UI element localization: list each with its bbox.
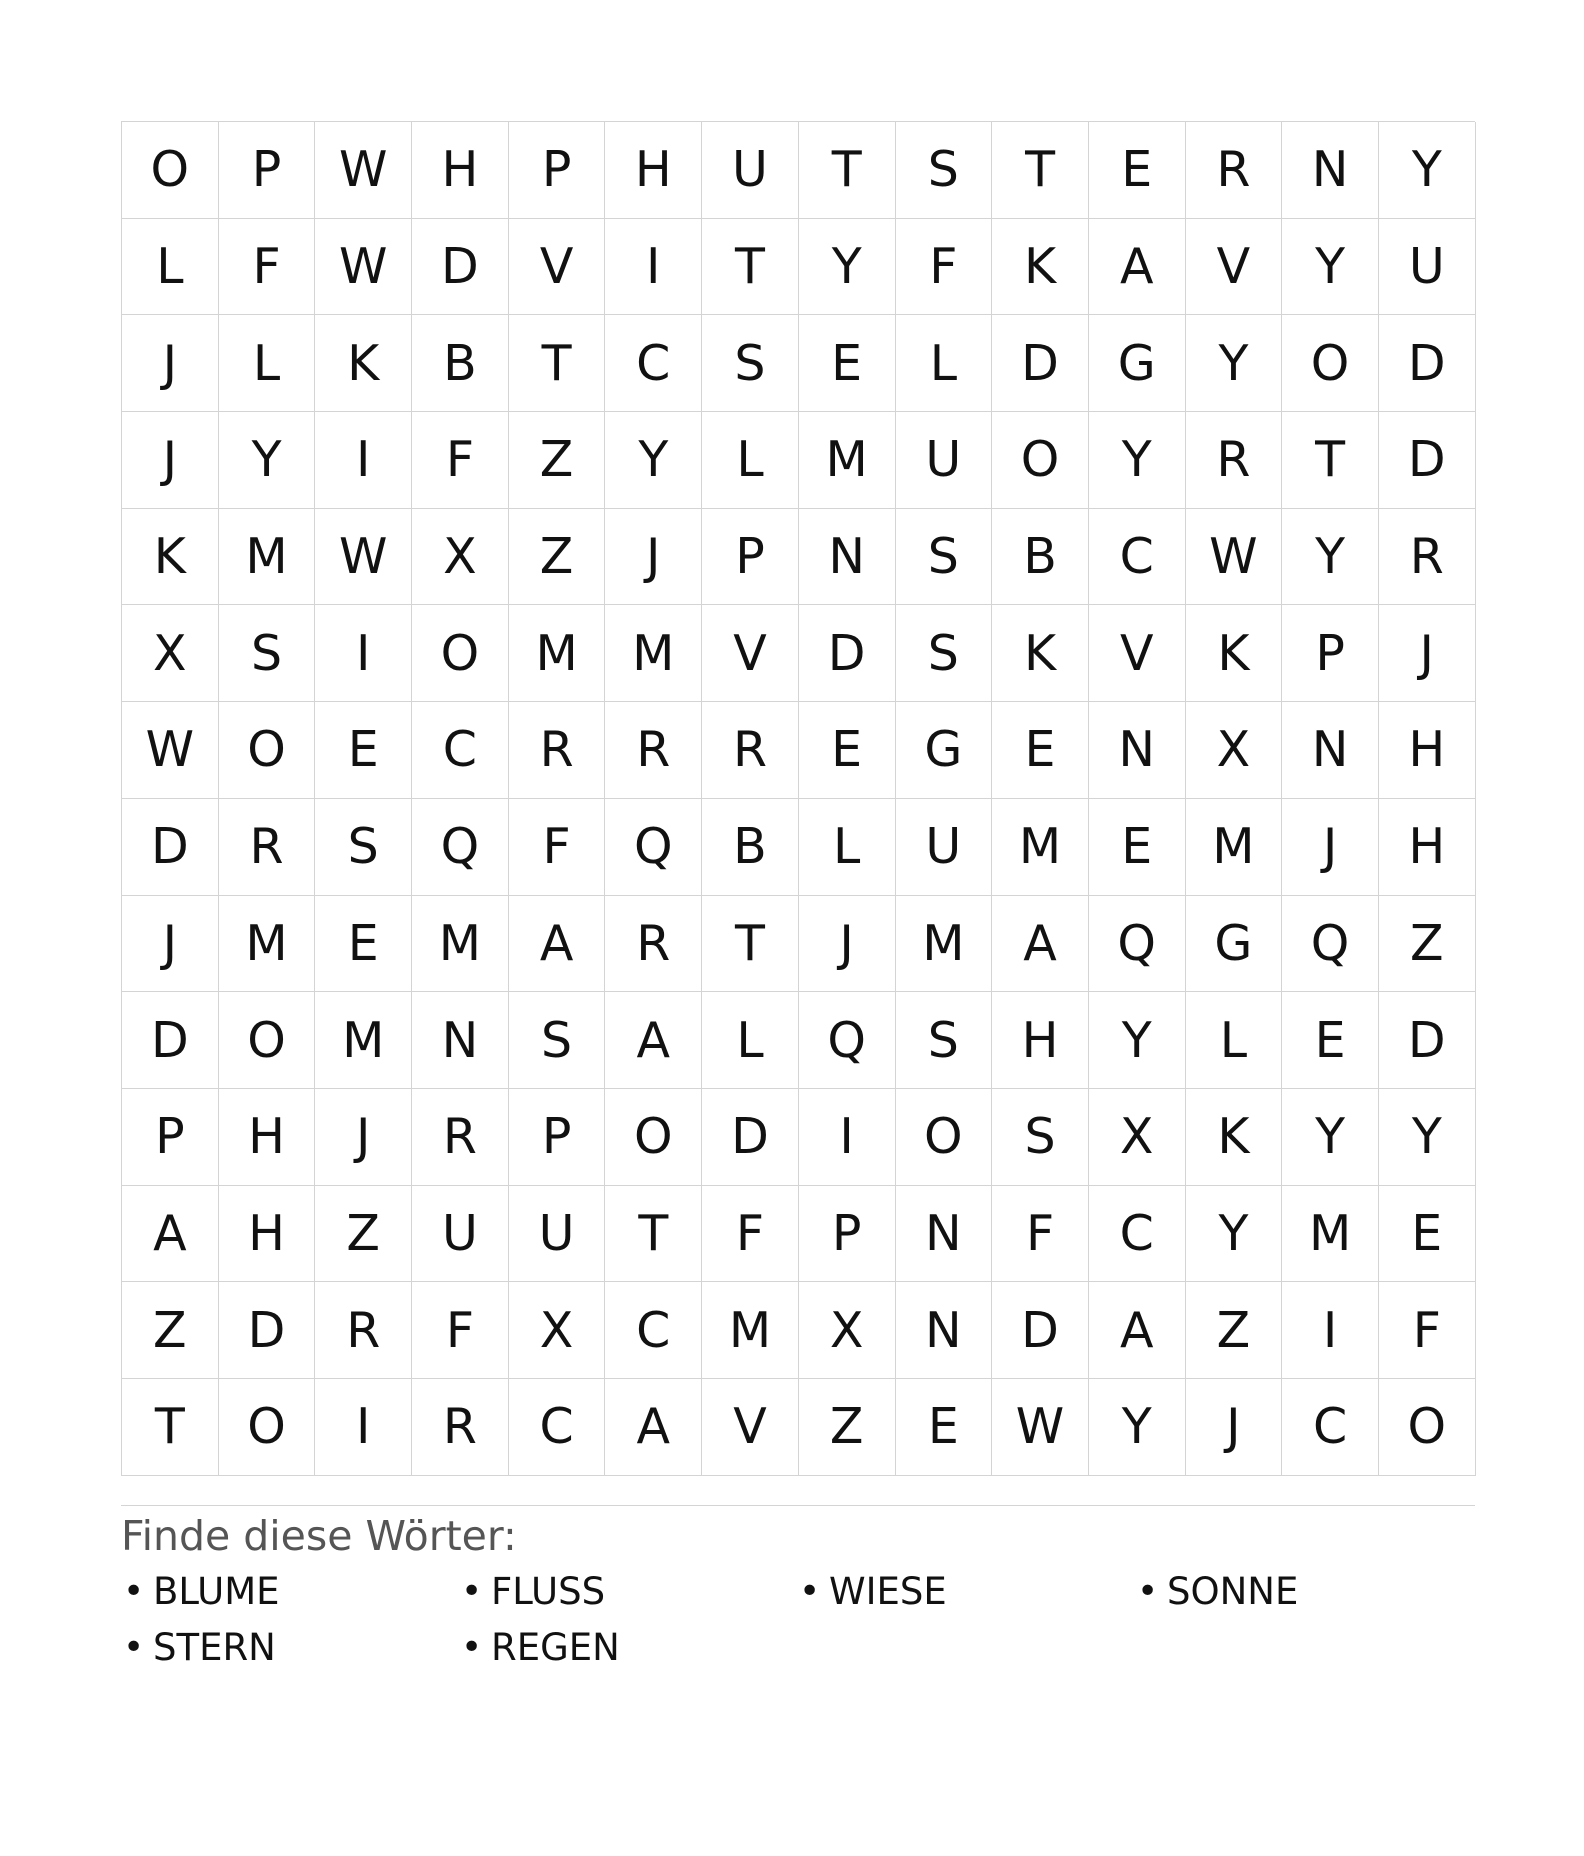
grid-cell[interactable]: M <box>992 799 1089 896</box>
grid-cell[interactable]: E <box>799 702 896 799</box>
grid-cell[interactable]: S <box>315 799 412 896</box>
grid-cell[interactable]: M <box>605 605 702 702</box>
grid-cell[interactable]: G <box>1089 315 1186 412</box>
grid-cell[interactable]: T <box>799 122 896 219</box>
grid-cell[interactable]: P <box>509 1089 606 1186</box>
grid-cell[interactable]: S <box>509 992 606 1089</box>
grid-cell[interactable]: R <box>219 799 316 896</box>
grid-cell[interactable]: E <box>315 896 412 993</box>
grid-cell[interactable]: M <box>509 605 606 702</box>
grid-cell[interactable]: K <box>992 219 1089 316</box>
grid-cell[interactable]: D <box>992 1282 1089 1379</box>
grid-cell[interactable]: W <box>992 1379 1089 1476</box>
grid-cell[interactable]: F <box>219 219 316 316</box>
grid-cell[interactable]: K <box>1186 1089 1283 1186</box>
grid-cell[interactable]: M <box>315 992 412 1089</box>
bullet-icon: • <box>461 1570 483 1612</box>
divider <box>121 1505 1475 1506</box>
grid-cell[interactable]: L <box>219 315 316 412</box>
grid-cell[interactable]: F <box>412 412 509 509</box>
grid-cell[interactable]: X <box>1186 702 1283 799</box>
grid-cell[interactable]: S <box>896 605 993 702</box>
grid-cell[interactable]: Z <box>315 1186 412 1283</box>
grid-cell[interactable]: V <box>1186 219 1283 316</box>
word-item <box>1135 1569 1473 1615</box>
grid-cell[interactable]: Y <box>605 412 702 509</box>
word-label: REGEN <box>491 1625 620 1669</box>
grid-cell[interactable]: N <box>896 1282 993 1379</box>
grid-cell[interactable]: J <box>122 896 219 993</box>
grid-cell[interactable]: D <box>219 1282 316 1379</box>
grid-cell[interactable]: T <box>605 1186 702 1283</box>
grid-cell[interactable]: Q <box>1282 896 1379 993</box>
grid-cell[interactable]: Y <box>1379 122 1476 219</box>
grid-cell[interactable]: A <box>509 896 606 993</box>
grid-cell[interactable]: N <box>412 992 509 1089</box>
word-search-puzzle <box>121 121 1475 1671</box>
grid-cell[interactable]: A <box>1089 1282 1186 1379</box>
grid-cell[interactable]: M <box>896 896 993 993</box>
grid-cell[interactable]: D <box>702 1089 799 1186</box>
grid-cell[interactable]: L <box>799 799 896 896</box>
grid-cell[interactable]: R <box>605 702 702 799</box>
grid-cell[interactable]: W <box>315 509 412 606</box>
bullet-icon: • <box>461 1626 483 1668</box>
grid-cell[interactable]: J <box>122 315 219 412</box>
grid-cell[interactable]: A <box>605 1379 702 1476</box>
grid-cell[interactable]: Q <box>605 799 702 896</box>
grid-cell[interactable]: A <box>992 896 1089 993</box>
grid-cell[interactable]: Q <box>799 992 896 1089</box>
grid-cell[interactable]: O <box>412 605 509 702</box>
grid-cell[interactable]: P <box>1282 605 1379 702</box>
grid-cell[interactable]: C <box>509 1379 606 1476</box>
grid-cell[interactable]: L <box>702 992 799 1089</box>
grid-cell[interactable]: Y <box>1186 315 1283 412</box>
grid-cell[interactable]: G <box>1186 896 1283 993</box>
grid-cell[interactable]: Z <box>1379 896 1476 993</box>
grid-cell[interactable]: V <box>702 605 799 702</box>
grid-cell[interactable]: T <box>1282 412 1379 509</box>
grid-cell[interactable]: G <box>896 702 993 799</box>
grid-cell[interactable]: H <box>1379 702 1476 799</box>
bullet-icon: • <box>1137 1570 1159 1612</box>
grid-cell[interactable]: R <box>509 702 606 799</box>
grid-cell[interactable]: Y <box>1186 1186 1283 1283</box>
grid-cell[interactable]: S <box>896 992 993 1089</box>
grid-cell[interactable]: Z <box>799 1379 896 1476</box>
grid-cell[interactable]: R <box>1379 509 1476 606</box>
grid-cell[interactable]: J <box>122 412 219 509</box>
word-label: STERN <box>153 1625 276 1669</box>
grid-cell[interactable]: Y <box>1089 1379 1186 1476</box>
grid-cell[interactable]: J <box>1186 1379 1283 1476</box>
grid-cell[interactable]: N <box>896 1186 993 1283</box>
grid-cell[interactable]: E <box>992 702 1089 799</box>
word-item <box>459 1625 797 1671</box>
grid-cell[interactable]: I <box>605 219 702 316</box>
grid-cell[interactable]: W <box>122 702 219 799</box>
grid-cell[interactable]: X <box>509 1282 606 1379</box>
grid-cell[interactable]: C <box>605 1282 702 1379</box>
grid-cell[interactable]: O <box>605 1089 702 1186</box>
grid-cell[interactable]: Q <box>412 799 509 896</box>
grid-cell[interactable]: D <box>1379 992 1476 1089</box>
grid-cell[interactable]: M <box>219 896 316 993</box>
grid-cell[interactable]: F <box>896 219 993 316</box>
grid-cell[interactable]: T <box>509 315 606 412</box>
grid-cell[interactable]: B <box>412 315 509 412</box>
grid-cell[interactable]: X <box>799 1282 896 1379</box>
grid-cell[interactable]: S <box>896 122 993 219</box>
grid-cell[interactable]: O <box>219 702 316 799</box>
grid-cell[interactable]: L <box>1186 992 1283 1089</box>
grid-cell[interactable]: H <box>219 1089 316 1186</box>
grid-cell[interactable]: O <box>219 1379 316 1476</box>
grid-cell[interactable]: V <box>509 219 606 316</box>
grid-cell[interactable]: P <box>219 122 316 219</box>
grid-cell[interactable]: S <box>219 605 316 702</box>
grid-cell[interactable]: H <box>219 1186 316 1283</box>
grid-cell[interactable]: Y <box>1282 219 1379 316</box>
grid-cell[interactable]: S <box>896 509 993 606</box>
grid-cell[interactable]: E <box>1089 122 1186 219</box>
grid-cell[interactable]: P <box>702 509 799 606</box>
grid-cell[interactable]: M <box>219 509 316 606</box>
bullet-icon: • <box>799 1570 821 1612</box>
bullet-icon: • <box>123 1626 145 1668</box>
grid-cell[interactable]: E <box>1379 1186 1476 1283</box>
grid-cell[interactable]: C <box>1089 1186 1186 1283</box>
grid-cell[interactable]: R <box>605 896 702 993</box>
grid-cell[interactable]: X <box>412 509 509 606</box>
grid-cell[interactable]: M <box>702 1282 799 1379</box>
grid-cell[interactable]: V <box>702 1379 799 1476</box>
grid-cell[interactable]: I <box>1282 1282 1379 1379</box>
grid-cell[interactable]: J <box>799 896 896 993</box>
grid-cell[interactable]: D <box>799 605 896 702</box>
grid-cell[interactable]: O <box>1379 1379 1476 1476</box>
grid-cell[interactable]: R <box>412 1379 509 1476</box>
grid-cell[interactable]: F <box>412 1282 509 1379</box>
grid-cell[interactable]: U <box>896 412 993 509</box>
word-list <box>121 1569 1475 1671</box>
letter-grid <box>121 121 1475 1476</box>
grid-cell[interactable]: W <box>1186 509 1283 606</box>
grid-cell[interactable]: D <box>122 992 219 1089</box>
word-label: SONNE <box>1167 1569 1299 1613</box>
grid-cell[interactable]: P <box>799 1186 896 1283</box>
grid-cell[interactable]: M <box>799 412 896 509</box>
grid-cell[interactable]: X <box>1089 1089 1186 1186</box>
grid-cell[interactable]: R <box>702 702 799 799</box>
grid-cell[interactable]: U <box>1379 219 1476 316</box>
grid-cell[interactable]: K <box>992 605 1089 702</box>
grid-cell[interactable]: W <box>315 219 412 316</box>
word-list-title: Finde diese Wörter: <box>121 1511 517 1560</box>
grid-cell[interactable]: C <box>605 315 702 412</box>
grid-cell[interactable]: U <box>702 122 799 219</box>
word-label: FLUSS <box>491 1569 606 1613</box>
grid-cell[interactable]: Z <box>122 1282 219 1379</box>
grid-cell[interactable]: H <box>992 992 1089 1089</box>
grid-cell[interactable]: D <box>1379 412 1476 509</box>
grid-cell[interactable]: F <box>509 799 606 896</box>
word-item <box>121 1569 459 1615</box>
grid-cell[interactable]: O <box>1282 315 1379 412</box>
grid-cell[interactable]: R <box>1186 122 1283 219</box>
grid-cell[interactable]: T <box>702 219 799 316</box>
grid-cell[interactable]: K <box>1186 605 1283 702</box>
bullet-icon: • <box>123 1570 145 1612</box>
grid-cell[interactable]: Y <box>219 412 316 509</box>
grid-cell[interactable]: I <box>315 412 412 509</box>
grid-cell[interactable]: Z <box>1186 1282 1283 1379</box>
grid-cell[interactable]: D <box>992 315 1089 412</box>
grid-cell[interactable]: J <box>1379 605 1476 702</box>
word-item <box>459 1569 797 1615</box>
grid-cell[interactable]: K <box>315 315 412 412</box>
grid-cell[interactable]: X <box>122 605 219 702</box>
grid-cell[interactable]: O <box>992 412 1089 509</box>
grid-cell[interactable]: T <box>122 1379 219 1476</box>
grid-cell[interactable]: Y <box>1089 992 1186 1089</box>
grid-cell[interactable]: H <box>1379 799 1476 896</box>
grid-cell[interactable]: A <box>1089 219 1186 316</box>
grid-cell[interactable]: K <box>122 509 219 606</box>
word-item <box>121 1625 459 1671</box>
grid-cell[interactable]: C <box>412 702 509 799</box>
grid-cell[interactable]: D <box>412 219 509 316</box>
grid-cell[interactable]: O <box>122 122 219 219</box>
grid-cell[interactable]: V <box>1089 605 1186 702</box>
grid-cell[interactable]: B <box>702 799 799 896</box>
grid-cell[interactable]: J <box>1282 799 1379 896</box>
grid-cell[interactable]: Y <box>1089 412 1186 509</box>
grid-cell[interactable]: E <box>1089 799 1186 896</box>
grid-cell[interactable]: Z <box>509 412 606 509</box>
grid-cell[interactable]: I <box>315 1379 412 1476</box>
grid-cell[interactable]: Z <box>509 509 606 606</box>
grid-cell[interactable]: D <box>1379 315 1476 412</box>
grid-cell[interactable]: E <box>799 315 896 412</box>
grid-cell[interactable]: L <box>896 315 993 412</box>
grid-cell[interactable]: S <box>992 1089 1089 1186</box>
grid-cell[interactable]: W <box>315 122 412 219</box>
grid-cell[interactable]: U <box>412 1186 509 1283</box>
grid-cell[interactable]: E <box>315 702 412 799</box>
grid-cell[interactable]: F <box>702 1186 799 1283</box>
grid-cell[interactable]: C <box>1282 1379 1379 1476</box>
grid-cell[interactable]: E <box>1282 992 1379 1089</box>
grid-cell[interactable]: J <box>315 1089 412 1186</box>
grid-cell[interactable]: E <box>896 1379 993 1476</box>
grid-cell[interactable]: I <box>315 605 412 702</box>
grid-cell[interactable]: S <box>702 315 799 412</box>
grid-cell[interactable]: H <box>412 122 509 219</box>
grid-cell[interactable]: T <box>702 896 799 993</box>
grid-cell[interactable]: D <box>122 799 219 896</box>
grid-cell[interactable]: Y <box>1379 1089 1476 1186</box>
grid-cell[interactable]: M <box>412 896 509 993</box>
grid-cell[interactable]: N <box>1282 122 1379 219</box>
grid-cell[interactable]: Y <box>799 219 896 316</box>
grid-cell[interactable]: A <box>605 992 702 1089</box>
grid-cell[interactable]: R <box>315 1282 412 1379</box>
grid-cell[interactable]: M <box>1186 799 1283 896</box>
grid-cell[interactable]: R <box>1186 412 1283 509</box>
grid-cell[interactable]: T <box>992 122 1089 219</box>
word-item <box>797 1569 1135 1615</box>
grid-cell[interactable]: I <box>799 1089 896 1186</box>
grid-cell[interactable]: A <box>122 1186 219 1283</box>
grid-cell[interactable]: N <box>1089 702 1186 799</box>
word-label: BLUME <box>153 1569 280 1613</box>
grid-cell[interactable]: B <box>992 509 1089 606</box>
grid-cell[interactable]: P <box>509 122 606 219</box>
grid-cell[interactable]: M <box>1282 1186 1379 1283</box>
grid-cell[interactable]: L <box>122 219 219 316</box>
grid-cell[interactable]: U <box>896 799 993 896</box>
grid-cell[interactable]: O <box>896 1089 993 1186</box>
grid-cell[interactable]: C <box>1089 509 1186 606</box>
grid-cell[interactable]: N <box>799 509 896 606</box>
grid-cell[interactable]: P <box>122 1089 219 1186</box>
grid-cell[interactable]: R <box>412 1089 509 1186</box>
grid-cell[interactable]: H <box>605 122 702 219</box>
grid-cell[interactable]: L <box>702 412 799 509</box>
grid-cell[interactable]: F <box>1379 1282 1476 1379</box>
grid-cell[interactable]: Q <box>1089 896 1186 993</box>
grid-cell[interactable]: N <box>1282 702 1379 799</box>
grid-cell[interactable]: Y <box>1282 509 1379 606</box>
grid-cell[interactable]: U <box>509 1186 606 1283</box>
word-label: WIESE <box>829 1569 947 1613</box>
grid-cell[interactable]: F <box>992 1186 1089 1283</box>
grid-cell[interactable]: J <box>605 509 702 606</box>
grid-cell[interactable]: Y <box>1282 1089 1379 1186</box>
grid-cell[interactable]: O <box>219 992 316 1089</box>
